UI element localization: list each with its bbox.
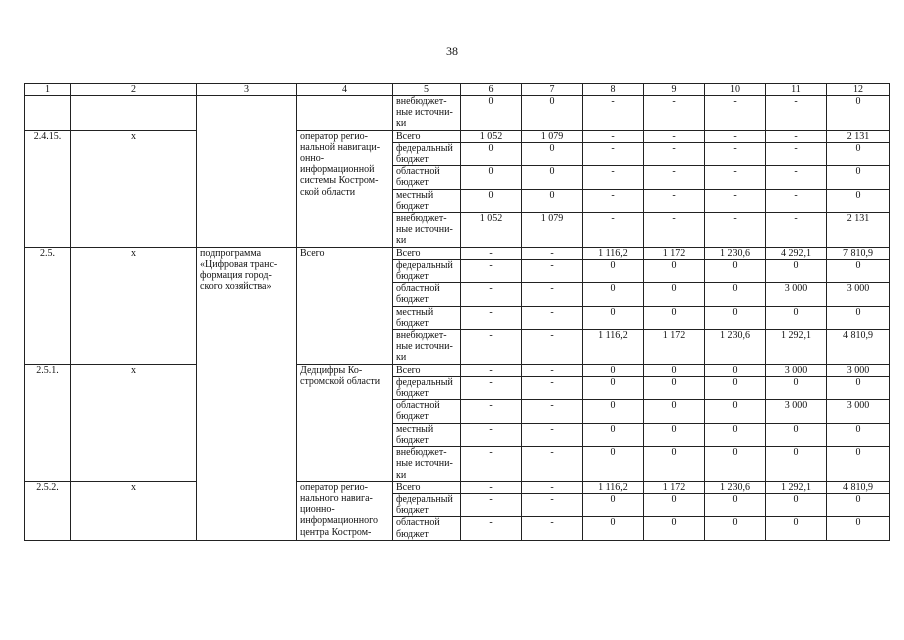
value-cell: 0	[461, 189, 522, 212]
table-row	[25, 130, 890, 142]
value-cell: -	[461, 493, 522, 516]
value-cell: 0	[705, 493, 766, 516]
funding-source: внебюджет- ные источни- ки	[393, 330, 461, 365]
value-cell: -	[461, 400, 522, 423]
value-cell: 3 000	[766, 400, 827, 423]
value-cell: 2 131	[827, 213, 890, 248]
value-cell: 0	[522, 166, 583, 189]
value-cell: -	[461, 330, 522, 365]
value-cell: -	[522, 517, 583, 540]
executor-cell: Дедцифры Ко- стромской области	[297, 364, 393, 481]
funding-source: внебюджет- ные источни- ки	[393, 96, 461, 131]
value-cell: 0	[583, 364, 644, 376]
value-cell: -	[705, 142, 766, 165]
value-cell: 4 810,9	[827, 481, 890, 493]
value-cell: 7 810,9	[827, 247, 890, 259]
value-cell: 1 172	[644, 330, 705, 365]
column-header: 1	[25, 84, 71, 96]
row-id: 2.5.	[25, 247, 71, 364]
value-cell: 1 292,1	[766, 330, 827, 365]
value-cell: 1 230,6	[705, 330, 766, 365]
value-cell: -	[644, 166, 705, 189]
column-header: 3	[197, 84, 297, 96]
value-cell: -	[522, 447, 583, 482]
value-cell: 0	[644, 493, 705, 516]
header-row	[25, 84, 890, 96]
value-cell: -	[583, 166, 644, 189]
value-cell: -	[522, 330, 583, 365]
table-row	[25, 364, 890, 376]
value-cell: 0	[705, 423, 766, 446]
value-cell: 0	[827, 423, 890, 446]
value-cell: 0	[705, 283, 766, 306]
value-cell: 0	[827, 306, 890, 329]
row-x-mark: х	[71, 481, 197, 540]
value-cell: -	[583, 213, 644, 248]
funding-source: местный бюджет	[393, 423, 461, 446]
value-cell: -	[644, 213, 705, 248]
value-cell: -	[461, 247, 522, 259]
column-header: 2	[71, 84, 197, 96]
value-cell: -	[583, 189, 644, 212]
value-cell: 0	[644, 423, 705, 446]
value-cell: 3 000	[827, 283, 890, 306]
value-cell: -	[766, 189, 827, 212]
value-cell: -	[461, 517, 522, 540]
value-cell: 0	[827, 166, 890, 189]
value-cell: 3 000	[827, 400, 890, 423]
table-row	[25, 96, 890, 131]
value-cell: 0	[705, 259, 766, 282]
value-cell: 0	[827, 189, 890, 212]
value-cell: 0	[766, 306, 827, 329]
value-cell: 2 131	[827, 130, 890, 142]
value-cell: 0	[583, 283, 644, 306]
value-cell: 0	[583, 517, 644, 540]
funding-source: федеральный бюджет	[393, 259, 461, 282]
column-header: 12	[827, 84, 890, 96]
value-cell: 0	[827, 376, 890, 399]
value-cell: 0	[583, 259, 644, 282]
value-cell: 0	[766, 259, 827, 282]
value-cell: -	[766, 142, 827, 165]
funding-source: Всего	[393, 247, 461, 259]
value-cell: 0	[644, 306, 705, 329]
value-cell: 0	[522, 96, 583, 131]
value-cell: 0	[705, 364, 766, 376]
row-id: 2.5.2.	[25, 481, 71, 540]
funding-source: местный бюджет	[393, 189, 461, 212]
value-cell: -	[461, 283, 522, 306]
value-cell: 1 116,2	[583, 330, 644, 365]
row-x-mark	[71, 96, 197, 131]
funding-source: Всего	[393, 130, 461, 142]
column-header: 6	[461, 84, 522, 96]
value-cell: 0	[827, 142, 890, 165]
value-cell: 1 052	[461, 130, 522, 142]
value-cell: -	[583, 142, 644, 165]
executor-cell: Всего	[297, 247, 393, 364]
value-cell: 1 172	[644, 247, 705, 259]
value-cell: -	[766, 213, 827, 248]
value-cell: 4 292,1	[766, 247, 827, 259]
value-cell: 0	[827, 447, 890, 482]
funding-source: местный бюджет	[393, 306, 461, 329]
value-cell: -	[522, 481, 583, 493]
value-cell: 0	[766, 517, 827, 540]
value-cell: -	[705, 130, 766, 142]
value-cell: 0	[461, 166, 522, 189]
value-cell: 0	[461, 96, 522, 131]
table-row	[25, 247, 890, 259]
value-cell: -	[522, 423, 583, 446]
value-cell: -	[644, 142, 705, 165]
funding-source: федеральный бюджет	[393, 142, 461, 165]
value-cell: 3 000	[766, 283, 827, 306]
value-cell: 0	[644, 376, 705, 399]
value-cell: 0	[644, 517, 705, 540]
value-cell: 0	[705, 400, 766, 423]
value-cell: 1 292,1	[766, 481, 827, 493]
value-cell: -	[705, 189, 766, 212]
value-cell: 3 000	[766, 364, 827, 376]
executor-cell	[297, 96, 393, 131]
value-cell: 1 230,6	[705, 247, 766, 259]
column-header: 7	[522, 84, 583, 96]
value-cell: 4 810,9	[827, 330, 890, 365]
program-cell	[197, 96, 297, 248]
value-cell: 1 079	[522, 213, 583, 248]
value-cell: 1 052	[461, 213, 522, 248]
column-header: 4	[297, 84, 393, 96]
value-cell: 0	[583, 423, 644, 446]
value-cell: -	[522, 283, 583, 306]
funding-source: федеральный бюджет	[393, 493, 461, 516]
value-cell: -	[522, 259, 583, 282]
value-cell: -	[461, 364, 522, 376]
funding-source: областной бюджет	[393, 517, 461, 540]
value-cell: 0	[705, 376, 766, 399]
value-cell: 0	[766, 493, 827, 516]
budget-table	[24, 83, 890, 541]
funding-source: областной бюджет	[393, 283, 461, 306]
value-cell: -	[644, 96, 705, 131]
column-header: 8	[583, 84, 644, 96]
value-cell: 0	[644, 259, 705, 282]
value-cell: -	[522, 306, 583, 329]
value-cell: -	[461, 481, 522, 493]
value-cell: -	[705, 96, 766, 131]
value-cell: -	[583, 130, 644, 142]
value-cell: 0	[827, 96, 890, 131]
value-cell: 0	[766, 423, 827, 446]
row-id: 2.5.1.	[25, 364, 71, 481]
value-cell: -	[522, 400, 583, 423]
value-cell: 0	[766, 376, 827, 399]
value-cell: 0	[522, 189, 583, 212]
column-header: 10	[705, 84, 766, 96]
value-cell: -	[705, 166, 766, 189]
executor-cell: оператор регио- нального навига- ционно- информационного центра Костром-	[297, 481, 393, 540]
table-body	[25, 84, 890, 541]
funding-source: Всего	[393, 481, 461, 493]
value-cell: 0	[583, 376, 644, 399]
value-cell: 0	[705, 306, 766, 329]
row-x-mark: х	[71, 364, 197, 481]
value-cell: 0	[583, 447, 644, 482]
funding-source: областной бюджет	[393, 400, 461, 423]
value-cell: -	[522, 376, 583, 399]
value-cell: 0	[583, 400, 644, 423]
value-cell: 1 172	[644, 481, 705, 493]
value-cell: 0	[644, 400, 705, 423]
value-cell: -	[766, 166, 827, 189]
value-cell: -	[705, 213, 766, 248]
value-cell: -	[461, 259, 522, 282]
page-number: 38	[446, 44, 458, 58]
funding-source: федеральный бюджет	[393, 376, 461, 399]
program-cell: подпрограмма «Цифровая транс- формация город- ского хозяйства»	[197, 247, 297, 540]
column-header: 9	[644, 84, 705, 96]
value-cell: 0	[583, 306, 644, 329]
value-cell: 0	[827, 517, 890, 540]
value-cell: 0	[644, 283, 705, 306]
funding-source: областной бюджет	[393, 166, 461, 189]
value-cell: 0	[644, 447, 705, 482]
value-cell: 0	[705, 447, 766, 482]
value-cell: 0	[522, 142, 583, 165]
executor-cell: оператор регио- нальной навигаци- онно- информационной системы Костром- ской области	[297, 130, 393, 247]
value-cell: -	[522, 493, 583, 516]
funding-source: внебюджет- ные источни- ки	[393, 213, 461, 248]
value-cell: 0	[644, 364, 705, 376]
value-cell: 1 116,2	[583, 481, 644, 493]
value-cell: 0	[705, 517, 766, 540]
value-cell: 0	[461, 142, 522, 165]
value-cell: -	[522, 247, 583, 259]
row-x-mark: х	[71, 247, 197, 364]
funding-source: Всего	[393, 364, 461, 376]
row-id	[25, 96, 71, 131]
value-cell: -	[644, 189, 705, 212]
value-cell: 1 230,6	[705, 481, 766, 493]
value-cell: 0	[766, 447, 827, 482]
value-cell: 0	[827, 259, 890, 282]
value-cell: -	[766, 130, 827, 142]
value-cell: 1 116,2	[583, 247, 644, 259]
value-cell: -	[461, 447, 522, 482]
value-cell: 1 079	[522, 130, 583, 142]
funding-source: внебюджет- ные источни- ки	[393, 447, 461, 482]
column-header: 11	[766, 84, 827, 96]
value-cell: -	[461, 376, 522, 399]
value-cell: 0	[827, 493, 890, 516]
value-cell: -	[644, 130, 705, 142]
value-cell: 0	[583, 493, 644, 516]
row-id: 2.4.15.	[25, 130, 71, 247]
value-cell: -	[522, 364, 583, 376]
column-header: 5	[393, 84, 461, 96]
value-cell: -	[583, 96, 644, 131]
value-cell: -	[766, 96, 827, 131]
table-row	[25, 481, 890, 493]
value-cell: 3 000	[827, 364, 890, 376]
value-cell: -	[461, 423, 522, 446]
value-cell: -	[461, 306, 522, 329]
row-x-mark: х	[71, 130, 197, 247]
